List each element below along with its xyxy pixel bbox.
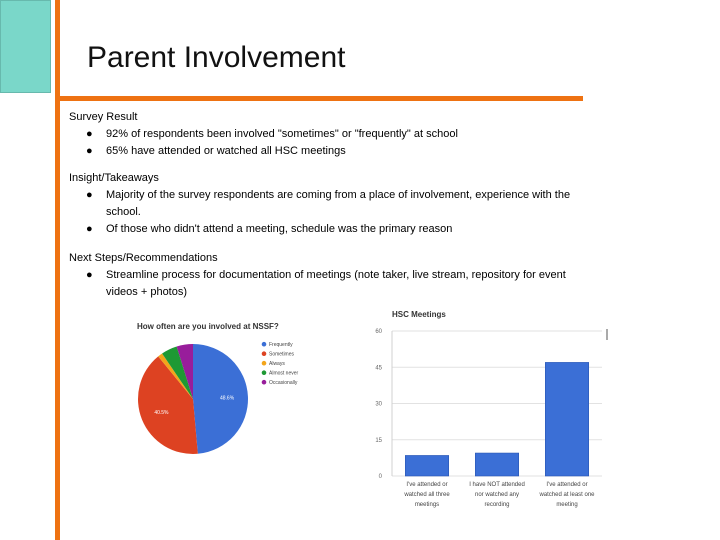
bullet-icon: ● — [86, 269, 93, 281]
legend-swatch — [262, 370, 267, 375]
list-item — [69, 187, 599, 221]
decorative-teal-square — [0, 0, 51, 93]
hsc-meetings-bar-chart — [370, 305, 615, 510]
x-category-label: watched all three — [404, 492, 450, 498]
orange-vertical-rule — [55, 0, 60, 540]
legend-swatch — [262, 342, 267, 347]
insight-section — [69, 170, 599, 238]
pie-slice-data-label: 40.5% — [154, 409, 169, 416]
list-item — [69, 126, 458, 143]
x-category-label: watched at least one — [539, 492, 595, 498]
list-item-text: Of those who didn't attend a meeting, schedule was the primary reason — [106, 223, 453, 235]
list-item — [69, 143, 458, 160]
survey-result-section — [69, 109, 458, 160]
section-heading: Survey Result — [69, 111, 138, 123]
bullet-icon: ● — [86, 189, 93, 201]
legend-label: Almost never — [269, 370, 299, 377]
list-item — [69, 221, 599, 238]
pie-chart-title: How often are you involved at NSSF? — [137, 322, 279, 331]
legend-swatch — [262, 380, 267, 385]
legend-label: Occasionally — [269, 380, 298, 386]
bullet-icon: ● — [86, 128, 93, 140]
pie-slice-data-label: 48.6% — [219, 395, 235, 402]
list-item-text: Streamline process for documentation of meetings (note taker, live stream, repository for event videos + photos) — [106, 269, 566, 298]
y-tick-label: 30 — [375, 401, 382, 408]
bar-chart-title: HSC Meetings — [392, 310, 446, 319]
bar — [475, 453, 518, 476]
slide-title: Parent Involvement — [87, 41, 346, 74]
list-item-text: Majority of the survey respondents are coming from a place of involvement, experience with the school. — [106, 189, 571, 218]
x-category-label: meetings — [414, 502, 440, 508]
legend-label: Always — [269, 361, 285, 367]
y-tick-label: 15 — [375, 437, 382, 444]
involvement-pie-chart — [133, 317, 358, 457]
section-heading: Next Steps/Recommendations — [69, 252, 218, 264]
x-category-label: recording — [484, 502, 510, 508]
list-item — [69, 267, 589, 301]
orange-horizontal-rule — [55, 96, 583, 101]
x-category-label: I've attended or — [546, 482, 588, 488]
x-category-label: I've attended or — [406, 482, 448, 488]
bullet-icon: ● — [86, 223, 93, 235]
y-tick-label: 0 — [378, 474, 382, 480]
x-category-label: meeting — [556, 502, 578, 508]
next-steps-section — [69, 250, 589, 301]
y-tick-label: 60 — [375, 329, 382, 335]
bar — [405, 455, 448, 476]
bullet-icon: ● — [86, 145, 93, 157]
legend-swatch — [262, 361, 267, 366]
x-category-label: I have NOT attended — [469, 482, 525, 488]
section-heading: Insight/Takeaways — [69, 172, 159, 184]
bar — [545, 362, 588, 476]
y-tick-label: 45 — [375, 365, 382, 372]
list-item-text: 65% have attended or watched all HSC meetings — [106, 145, 346, 157]
legend-label: Sometimes — [269, 351, 295, 358]
legend-swatch — [262, 351, 267, 356]
list-item-text: 92% of respondents been involved "sometimes" or "frequently" at school — [106, 128, 458, 140]
x-category-label: nor watched any — [474, 492, 520, 498]
legend-label: Frequently — [269, 342, 293, 348]
